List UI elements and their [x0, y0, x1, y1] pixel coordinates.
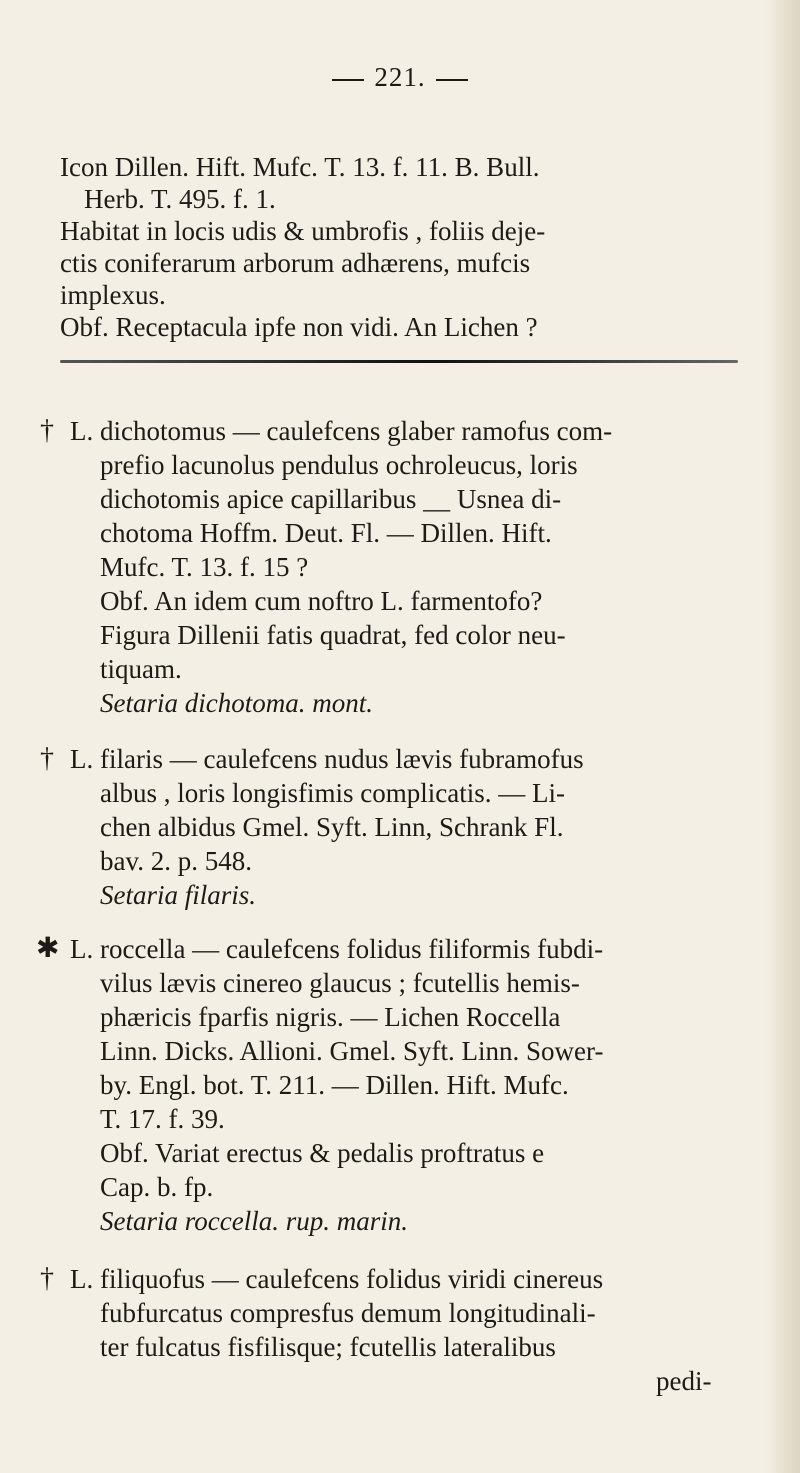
text-line: L. dichotomus — caulefcens glaber ramofus com- — [70, 416, 613, 446]
text-line: Obf. Variat erectus & pedalis proftratus e — [100, 1138, 545, 1168]
text-line: tiquam. — [100, 654, 182, 684]
text-line: Cap. b. fp. — [100, 1172, 214, 1202]
header-dash-left — [332, 79, 364, 81]
section-rule — [60, 360, 738, 363]
text-line: ter fulcatus fisfilisque; fcutellis lateralibus — [100, 1332, 556, 1362]
text-line: implexus. — [60, 280, 166, 310]
text-line: ctis coniferarum arborum adhærens, mufcis — [60, 248, 531, 278]
text-line: prefio lacunolus pendulus ochroleucus, loris — [100, 450, 578, 480]
text-line: Setaria dichotoma. mont. — [100, 688, 373, 718]
text-line: L. filaris — caulefcens nudus lævis fubramofus — [70, 744, 584, 774]
catchword: pedi- — [656, 1366, 712, 1396]
text-line: by. Engl. bot. T. 211. — Dillen. Hift. Mufc. — [100, 1070, 569, 1100]
text-line: Setaria roccella. rup. marin. — [100, 1206, 408, 1236]
text-line: chen albidus Gmel. Syft. Linn, Schrank Fl. — [100, 812, 564, 842]
page-number: 221. — [374, 62, 426, 92]
text-line: Habitat in locis udis & umbrofis , foliis deje- — [60, 216, 546, 246]
text-line: albus , loris longisfimis complicatis. — Li- — [100, 778, 565, 808]
text-line: fubfurcatus compresfus demum longitudinali- — [100, 1298, 596, 1328]
text-line: Figura Dillenii fatis quadrat, fed color neu- — [100, 620, 566, 650]
text-line: L. filiquofus — caulefcens folidus viridi cinereus — [70, 1264, 604, 1294]
text-line: Setaria filaris. — [100, 880, 257, 910]
page-edge-shadow — [766, 0, 800, 1473]
text-line: vilus lævis cinereo glaucus ; fcutellis hemis- — [100, 968, 580, 998]
text-line: phæricis fparfis nigris. — Lichen Roccella — [100, 1002, 561, 1032]
dagger-mark: † — [40, 743, 54, 774]
text-line: dichotomis apice capillaribus __ Usnea di- — [100, 484, 562, 514]
text-line: chotoma Hoffm. Deut. Fl. — Dillen. Hift. — [100, 518, 552, 548]
text-line: Obf. Receptacula ipfe non vidi. An Lichen ? — [60, 312, 538, 342]
dagger-mark: † — [40, 415, 54, 446]
text-line: Herb. T. 495. f. 1. — [84, 184, 276, 214]
text-line: bav. 2. p. 548. — [100, 846, 252, 876]
dagger-mark: † — [40, 1263, 54, 1294]
header-dash-right — [436, 79, 468, 81]
asterisk-mark: ✱ — [36, 933, 60, 964]
text-line: Obf. An idem cum noftro L. farmentofo? — [100, 586, 543, 616]
text-line: Linn. Dicks. Allioni. Gmel. Syft. Linn. Sower- — [100, 1036, 604, 1066]
page-header — [0, 62, 800, 93]
text-line: Icon Dillen. Hift. Mufc. T. 13. f. 11. B. Bull. — [60, 152, 540, 182]
text-line: L. roccella — caulefcens folidus filiformis fubdi- — [70, 934, 604, 964]
text-line: Mufc. T. 13. f. 15 ? — [100, 552, 309, 582]
text-line: T. 17. f. 39. — [100, 1104, 225, 1134]
